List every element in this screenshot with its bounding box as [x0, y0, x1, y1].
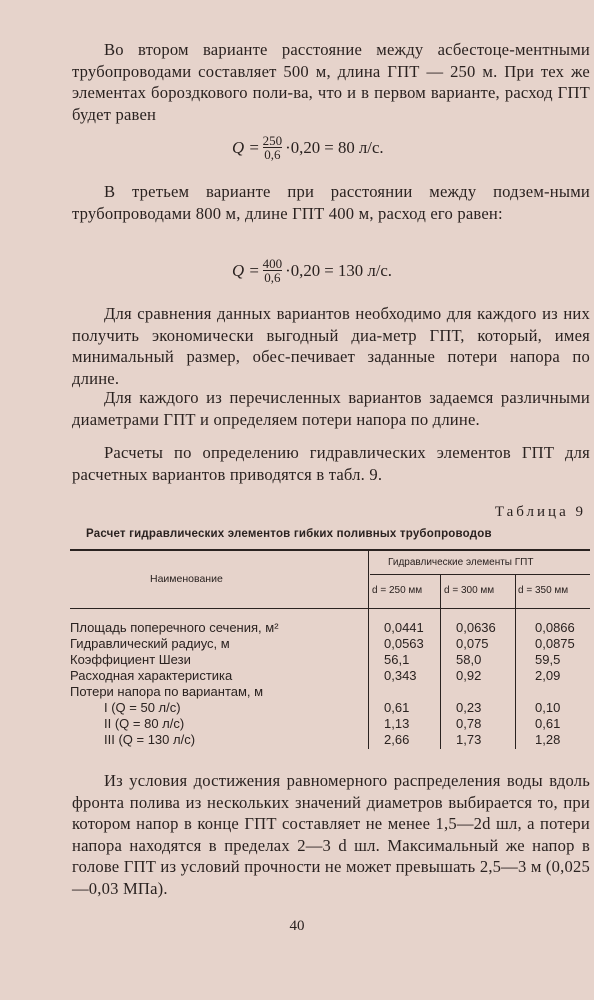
table-row-name: I (Q = 50 л/с) — [104, 700, 181, 715]
table-cell: 0,343 — [384, 668, 417, 683]
table-row-name: Расходная характеристика — [70, 668, 233, 683]
formula-2-fraction — [262, 257, 284, 284]
formula-2-numerator: 400 — [262, 256, 283, 271]
table-row-name: Коэффициент Шези — [70, 652, 191, 667]
table-cell: 0,0563 — [384, 636, 424, 651]
table-row — [70, 668, 590, 684]
formula-1 — [232, 134, 384, 161]
table-cell: 58,0 — [456, 652, 482, 667]
table-row-name: Гидравлический радиус, м — [70, 636, 230, 651]
table-row-name: Потери напора по вариантам, м — [70, 684, 264, 699]
table-cell: 0,61 — [535, 716, 561, 731]
table-row — [70, 652, 590, 668]
table-cell: 0,0866 — [535, 620, 575, 635]
table-header-rule — [70, 608, 590, 609]
table-row — [70, 716, 590, 732]
paragraph-5: Расчеты по определению гидравлических элементов ГПТ для расчетных вариантов приводятся в табл. 9. — [72, 443, 590, 484]
paragraph-1: Во втором варианте расстояние между асбестоце-ментными трубопроводами составляет 500 м, длина ГПТ — 250 м. При тех же элементах бороздкового поли-ва, что и в первом варианте, расход ГПТ будет равен — [72, 40, 590, 124]
formula-1-rest: ·0,20 = 80 л/с. — [285, 137, 384, 157]
table-cell: 1,13 — [384, 716, 410, 731]
formula-2-denominator: 0,6 — [264, 270, 281, 285]
table-cell: 0,075 — [456, 636, 489, 651]
table-top-rule — [70, 549, 590, 551]
table-header-group: Гидравлические элементы ГПТ — [388, 557, 534, 568]
table-cell: 1,73 — [456, 732, 482, 747]
table-col-header-1: d = 250 мм — [372, 585, 423, 596]
table-cell: 56,1 — [384, 652, 410, 667]
table-cell: 0,78 — [456, 716, 482, 731]
table-cell: 0,0875 — [535, 636, 575, 651]
table-cell: 0,10 — [535, 700, 561, 715]
table-row — [70, 636, 590, 652]
table-header-name: Наименование — [150, 573, 223, 585]
paragraph-3: Для сравнения данных вариантов необходимо для каждого из них получить экономически выгодный диа-метр ГПТ, который, имея минимальный размер, обес-печивает заданные потери напора по длине. — [72, 304, 590, 388]
table-cell: 2,66 — [384, 732, 410, 747]
table-label: Таблица 9 — [494, 504, 586, 520]
formula-2-rest: ·0,20 = 130 л/с. — [285, 260, 392, 280]
table-row — [70, 684, 590, 700]
table-cell: 0,61 — [384, 700, 410, 715]
table-row-name: III (Q = 130 л/с) — [104, 732, 196, 747]
formula-2-lhs: Q = — [232, 260, 260, 280]
table-row-name: Площадь поперечного сечения, м² — [70, 620, 279, 635]
table-cell: 0,0636 — [456, 620, 496, 635]
table-col-header-3: d = 350 мм — [518, 585, 569, 596]
table-group-rule — [370, 574, 590, 575]
table-cell: 0,0441 — [384, 620, 424, 635]
formula-1-fraction — [262, 134, 284, 161]
table-cell: 1,28 — [535, 732, 561, 747]
table-cell: 59,5 — [535, 652, 561, 667]
formula-1-numerator: 250 — [262, 133, 283, 148]
paragraph-6: Из условия достижения равномерного распределения воды вдоль фронта полива из нескольких значений диаметров выбирается то, при котором напор в конце ГПТ составляет не менее 1,5—2d шл, а потери напора находятся в пределах 2—3 d шл. Максимальный же напор в голове ГПТ из условий прочности не может превышать 2,5—3 м (0,025—0,03 МПа). — [72, 771, 590, 898]
formula-1-denominator: 0,6 — [264, 147, 281, 162]
table-row — [70, 700, 590, 716]
table-title: Расчет гидравлических элементов гибких поливных трубопроводов — [86, 528, 492, 540]
page-number: 40 — [289, 918, 305, 934]
table-row — [70, 732, 590, 748]
formula-2 — [232, 257, 392, 284]
table-cell: 0,92 — [456, 668, 482, 683]
paragraph-2: В третьем варианте при расстоянии между подзем-ными трубопроводами 800 м, длине ГПТ 400 м, расход его равен: — [72, 182, 590, 223]
table-col-header-2: d = 300 мм — [444, 585, 495, 596]
formula-1-lhs: Q = — [232, 137, 260, 157]
table-cell: 2,09 — [535, 668, 561, 683]
table-cell: 0,23 — [456, 700, 482, 715]
paragraph-4: Для каждого из перечисленных вариантов задаемся различными диаметрами ГПТ и определяем потери напора по длине. — [72, 388, 590, 429]
table-row-name: II (Q = 80 л/с) — [104, 716, 185, 731]
table-row — [70, 620, 590, 636]
